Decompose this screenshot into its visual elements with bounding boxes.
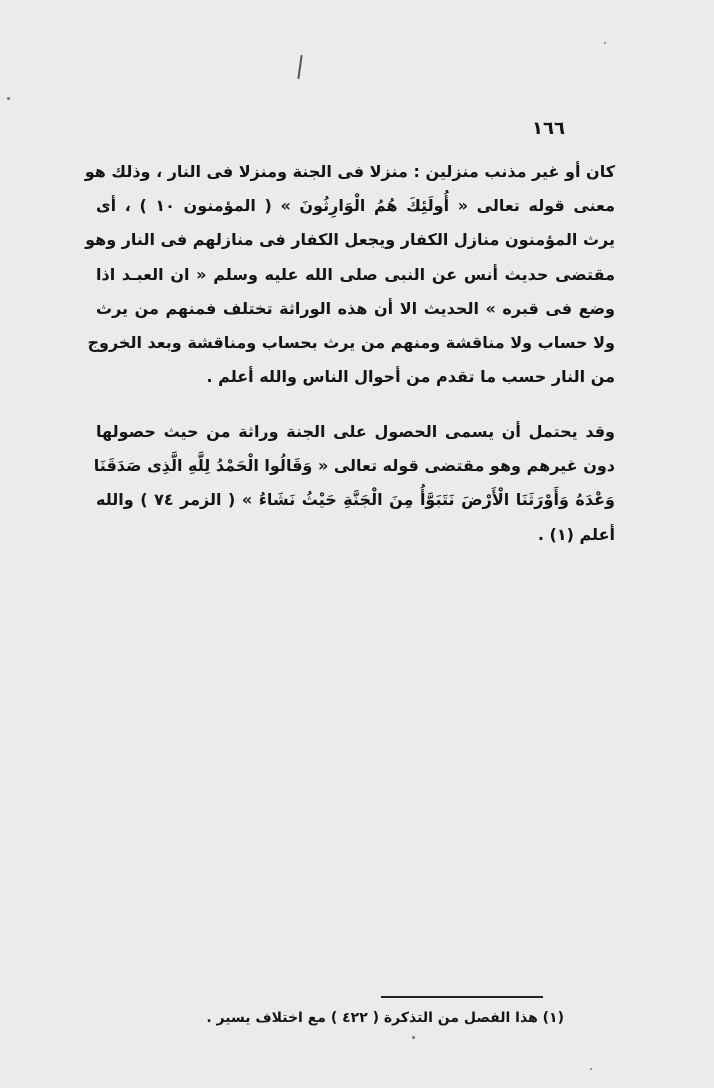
scan-speck [412, 1036, 415, 1039]
text-line: وقد يحتمل أن يسمى الحصول على الجنة وراثة من حيث حصولها [96, 422, 615, 441]
text-line: مقتضى حديث أنس عن النبى صلى الله عليه وسلم « ان العبـد اذا [96, 264, 615, 284]
paragraph-1 [84, 155, 615, 394]
scan-speck [590, 1068, 592, 1070]
text-line: دون غيرهم وهو مقتضى قوله تعالى « وَقَالُوا الْحَمْدُ لِلَّهِ الَّذِى صَدَقَنَا [93, 456, 615, 476]
text-line: ولا حساب ولا مناقشة ومنهم من يرث بحساب ومناقشة وبعد الخروج [87, 333, 615, 353]
text-line: من النار حسب ما تقدم من أحوال الناس والله أعلم . [206, 367, 615, 387]
text-line: وَعْدَهُ وَأَوْرَثَنَا الْأَرْضَ نَتَبَوَّأُ مِنَ الْجَنَّةِ حَيْثُ نَشَاءُ » ( الزمر ٧٤ ) والله [96, 490, 615, 510]
text-line: يرث المؤمنون منازل الكفار ويجعل الكفار فى منازلهم فى النار وهو [85, 230, 615, 250]
scan-speck [604, 42, 606, 44]
text-line: وضع فى قبره » الحديث الا أن هذه الوراثة تختلف فمنهم من يرث [96, 298, 615, 318]
stray-pen-mark [297, 55, 302, 79]
scan-speck [7, 97, 10, 100]
text-line: أعلم (١) . [537, 524, 615, 544]
footnote-divider [381, 996, 543, 998]
text-line: معنى قوله تعالى « أُولَئِكَ هُمُ الْوَارِثُونَ » ( المؤمنون ١٠ ) ، أى [96, 196, 615, 216]
footnote: (١) هذا الفصل من التذكرة ( ٤٢٢ ) مع اختلاف يسير . [206, 1010, 564, 1026]
paragraph-2 [93, 415, 615, 552]
page-number: ١٦٦ [532, 118, 565, 139]
text-line: كان أو غير مذنب منزلين : منزلا فى الجنة ومنزلا فى النار ، وذلك هو [84, 162, 615, 181]
